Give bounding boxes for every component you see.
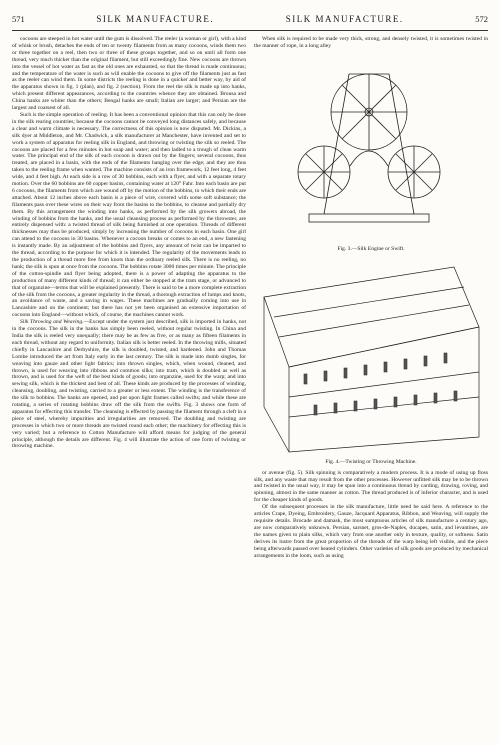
paragraph: Of the subsequent processes in the silk manufacture, little need be said here. A reference to the articles Crape, Dyeing, Embroidery, Gauze, Jacquard Apparatus, Ribbon, and Weaving, will supply the requisite details. Brocade and damask, the most sumptuous articles of silk manufacture a century ago, are now comparatively unknown. Persian, sarsnet, gros-de-Naples, ducapes, satin, and levantines, are the names given to plain silks, which vary from one another only in texture, quality, or softness. Satin derives its lustre from the great proportion of the threads of the warp being left visible, and the piece being afterwards passed over heated cylinders. Other varieties of silk goods are produced by mechanical arrangements in the loom, such as using [254, 504, 488, 559]
paragraph: cocoons are steeped in hot water until the gum is dissolved. The reeler (a woman or girl), with a kind of whisk or brush, detaches the ends of ten or twenty filaments from as many cocoons, winds them two or three together on a reel, then two or three of these groups together, and so on until all form one thread, very much thicker than the original filament, but still exceedingly fine. New cocoons are thrown into the vessel of hot water as fast as the old ones are exhausted, so that the thread is made continuous; and the temperature of the water is such as will enable the cocoons to give off the filaments just as fast as the reeler can wind them. In some districts the reeling is done in a quicker and better way, by aid of the apparatus shown in fig. 1 (plan), and fig. 2 (section). From the reel the silk is made up into hanks, which present different appearances, according to the countries whence they are obtained. Brousa and China hanks are whiter than the others; Bengal hanks are small; Italian are larger; and Persian are the largest and coarsest of all. [12, 36, 246, 112]
section-heading: Silk Throwing and Weaving. [20, 319, 84, 326]
page-number-left: 571 [12, 14, 25, 24]
running-title-right: SILK MANUFACTURE. [285, 14, 404, 24]
right-column [254, 36, 488, 559]
paragraph: Such is the simple operation of reeling. It has been a conventional opinion that this can only be done in the silk rearing countries; because the cocoons cannot be conveyed long distances safely, and because a clear and warm climate is necessary. The correctness of this opinion is now disputed. Mr. Dickins, a silk dyer at Middleton, and Mr. Chadwick, a silk manufacturer at Manchester, have invented and set to work a system of apparatus for reeling silk in England, and throwing or twisting the silk so reeled. The cocoons are placed for a few minutes in hot soap and water; and then ladled to a trough of clean warm water. The principal end of the silk of each cocoon is drawn out by the fingers; several cocoons, thus treated, are placed in a basin, with the ends of the filaments hanging over the edge; and they are thus taken to the reeling frame when wanted. The machine consists of an iron framework, 12 feet long, 4 feet wide, and 4 feet high. At each side is a row of 30 bobbins, each with a flyer, and with a separate rotary motion. Over the 60 bobbins are 60 copper basins, containing water at 120° Fahr. Into each basin are put 6 cocoons, the filaments from which are wound off by the motion of the bobbins, to which their ends are attached. About 12 inches above each basin is a piece of wire, covered with some soft substance; the filaments pass over these wires on their way from the basins to the bobbins, to cleanse and partially dry them. By this arrangement the winding into hanks, as performed by the silk growers abroad, the winding of bobbins from the hanks, and the usual cleansing process as performed by the throwster, are entirely dispensed with: a twisted thread of silk being furnished at one operation. Threads of different thicknesses may thus be produced, simply by increasing the number of cocoons in each basin. One girl can attend to the cocoons in 30 basins. Whenever a cocoon breaks or comes to an end, a new fastening is instantly made. By an adjustment of the bobbins and flyers, any amount of twist can be imparted to the thread, according to the purpose for which it is intended. The regularity of the movements leads to the production of a thread more free from knots than the ordinary reeled silk. There is no reeling, no hank; the silk is spun at once from the cocoons. The bobbins rotate 3000 times per minute. The principle of the cotton-spindle and flyer being adopted, there is a power of adapting the apparatus to the production of many different kinds of thread; it can either be stopped at the tram stage, or advanced to that of organzine—terms that will be explained presently. There is said to be a more complete extraction of the silk from the cocoons, a greater regularity in the thread, a thorough extraction of lumps and knots, an avoidance of waste, and a saving in wages. These machines are gradually coming into use in Lancashire and on the continent; but there has not yet been organised an extensive importation of cocoons into England—without which, of course, the machines cannot work. [12, 111, 247, 319]
left-column [12, 36, 246, 450]
page-header [12, 14, 488, 26]
paragraph: Silk Throwing and Weaving.—Except under the system just described, silk is imported in hanks, not in the cocoons. The silk in the hanks has simply been reeled, without regular twisting. In China and India the silk is reeled very unequally; there may be as few as five, or as many as fifteen filaments in each thread, without any regard to uniformity. Italian silk is better reeled. In the throwing mills, situated chiefly in Lancashire and Derbyshire, the silk is doubled, twisted, and hardened. John and Thomas Lombe introduced the art from Italy early in the last century. The silk is made into dumb singles, for weaving into gauze and other light fabrics; into thrown singles, which, when wound, cleaned, and thrown, is used for weaving into ribbons and common silks; into tram, which is doubled as well as thrown, and is used for the weft of the best kinds of goods; into organzine, used for the warp; and into sewing silk, which is the thickest and best of all. These kinds are produced by the processes of winding, cleansing, doubling, and twisting, carried to a greater or less extent. The winding is the transference of the silk to bobbins. The hanks are opened, and put upon light frames called swifts; and while these are rotating, a series of rotating bobbins draw off the silk from the swifts. Fig. 3 shows one form of apparatus for effecting this transfer. The cleansing is effected by passing the filament through a cleft in a piece of steel, whereby impurities and irregularities are removed. The doubling and twisting are processes in which two or more threads are twisted round each other; the machinery for effecting this is very varied; but a reference to Cotton Manufacture will afford means for judging of the general principle, although the details are different. Fig. 4 will illustrate the action of one form of twisting or throwing machine. [12, 319, 247, 450]
figure-4-caption: Fig. 4.—Twisting or Throwing Machine. [325, 458, 417, 465]
header-rule [12, 30, 488, 31]
figure-3-caption: Fig. 3.—Silk Engine or Swift. [337, 245, 405, 252]
paragraph: When silk is required to be made very thick, strong, and densely twisted, it is sometimes twisted in the manner of rope, in a long alley [254, 36, 488, 49]
page-number-right: 572 [475, 14, 488, 24]
throwing-machine-engraving [254, 257, 488, 457]
silk-swift-engraving [254, 54, 488, 244]
paragraph: or avenue (fig. 5). Silk spinning is comparatively a modern process. It is a mode of using up floss silk, and any waste that may result from the other processes. However unfitted silk may be to be thrown and twisted in the usual way, it may be spun into a continuous thread by carding, drawing, roving, and spinning, almost in the same manner as cotton. The thread produced is of inferior character, and is used for the cheaper kinds of goods. [254, 469, 488, 504]
running-title-left: SILK MANUFACTURE. [96, 14, 215, 24]
